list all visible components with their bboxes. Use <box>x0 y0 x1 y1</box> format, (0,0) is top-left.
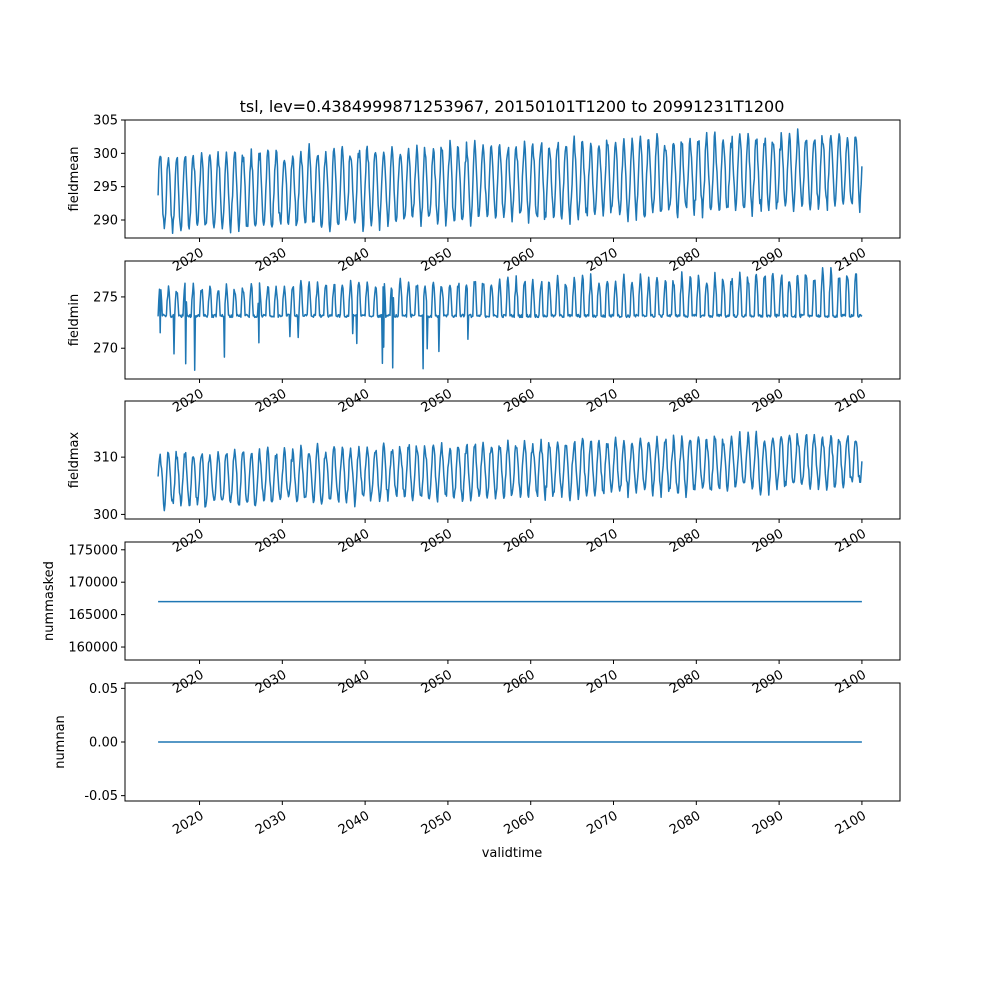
y-axis-label: fieldmin <box>67 293 82 347</box>
x-tick-label: 2090 <box>749 386 787 417</box>
x-tick-label: 2100 <box>832 245 869 276</box>
x-tick-label: 2090 <box>749 667 787 698</box>
y-tick-label: 300 <box>93 146 118 162</box>
x-tick-label: 2050 <box>418 526 455 557</box>
y-tick-label: 160000 <box>68 640 118 656</box>
y-tick-label: 165000 <box>68 608 118 624</box>
x-tick-label: 2070 <box>584 808 621 839</box>
x-tick-label: 2090 <box>749 526 787 557</box>
x-tick-label: 2100 <box>832 808 869 839</box>
x-tick-label: 2070 <box>584 386 621 417</box>
y-tick-label: -0.05 <box>84 789 118 805</box>
x-tick-label: 2030 <box>253 667 290 698</box>
y-tick-label: 270 <box>93 341 118 357</box>
x-tick-label: 2080 <box>667 526 704 557</box>
figure-title: tsl, lev=0.4384999871253967, 20150101T1200 to 20991231T1200 <box>239 97 785 116</box>
x-tick-label: 2090 <box>749 808 787 839</box>
x-tick-label: 2020 <box>170 667 207 698</box>
y-tick-label: 175000 <box>68 543 118 559</box>
x-tick-label: 2050 <box>418 245 455 276</box>
y-axis-label: numnan <box>53 715 68 769</box>
x-tick-label: 2080 <box>667 808 704 839</box>
x-tick-label: 2080 <box>667 667 704 698</box>
x-tick-label: 2100 <box>832 386 869 417</box>
x-tick-label: 2100 <box>832 526 869 557</box>
x-tick-label: 2020 <box>170 386 207 417</box>
x-tick-label: 2040 <box>335 245 373 276</box>
x-tick-label: 2040 <box>335 386 373 417</box>
y-axis-label: fieldmax <box>67 431 82 489</box>
x-tick-label: 2090 <box>749 245 787 276</box>
x-tick-label: 2060 <box>501 245 538 276</box>
y-tick-label: 290 <box>93 213 118 229</box>
y-tick-label: 0.05 <box>89 681 118 697</box>
x-tick-label: 2050 <box>418 808 455 839</box>
x-tick-label: 2050 <box>418 386 455 417</box>
x-tick-label: 2060 <box>501 526 538 557</box>
y-tick-label: 305 <box>93 113 118 129</box>
y-axis-label: nummasked <box>42 561 57 641</box>
x-tick-label: 2070 <box>584 245 621 276</box>
y-tick-label: 275 <box>93 290 118 306</box>
x-tick-label: 2040 <box>335 526 373 557</box>
x-tick-label: 2040 <box>335 808 373 839</box>
x-tick-label: 2020 <box>170 245 207 276</box>
x-axis-label: validtime <box>481 846 543 861</box>
x-tick-label: 2030 <box>253 245 290 276</box>
y-tick-label: 0.00 <box>89 735 118 751</box>
x-tick-label: 2060 <box>501 808 538 839</box>
x-tick-label: 2030 <box>253 386 290 417</box>
y-axis-label: fieldmean <box>67 146 82 212</box>
x-tick-label: 2080 <box>667 245 704 276</box>
y-tick-label: 170000 <box>68 575 118 591</box>
x-tick-label: 2100 <box>832 667 869 698</box>
x-tick-label: 2020 <box>170 808 207 839</box>
x-tick-label: 2060 <box>501 667 538 698</box>
x-tick-label: 2070 <box>584 667 621 698</box>
y-tick-label: 300 <box>93 507 118 523</box>
x-tick-label: 2080 <box>667 386 704 417</box>
x-tick-label: 2040 <box>335 667 373 698</box>
y-tick-label: 295 <box>93 180 118 196</box>
y-tick-label: 310 <box>93 450 118 466</box>
x-tick-label: 2060 <box>501 386 538 417</box>
x-tick-label: 2030 <box>253 808 290 839</box>
x-tick-label: 2030 <box>253 526 290 557</box>
x-tick-label: 2050 <box>418 667 455 698</box>
x-tick-label: 2020 <box>170 526 207 557</box>
x-tick-label: 2070 <box>584 526 621 557</box>
